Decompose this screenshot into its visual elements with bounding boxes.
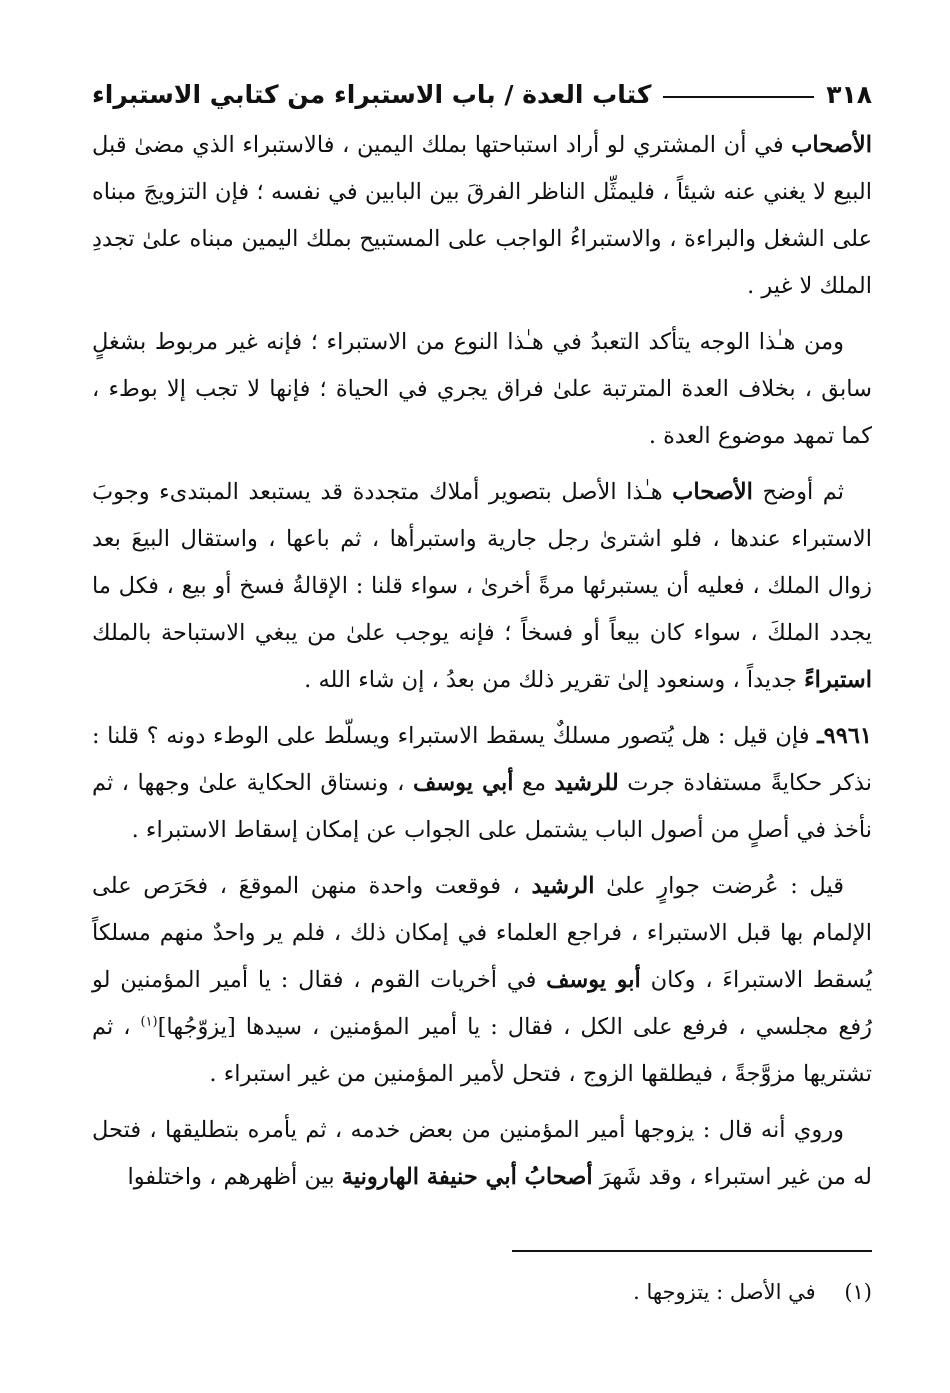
footnote-text: في الأصل : يتزوجها .	[633, 1280, 816, 1304]
text-run: في أن المشتري لو أراد استباحتها بملك اليمين ، فالاستبراء الذي مضىٰ قبل البيع لا يغني عنه شيئاً ، فليمثِّل الناظر الفرقَ بين البابين في نفسه ؛ فإن التزويجَ مبناه على الشغل والبراءة ، والاستبراءُ الواجب على المستبيح بملك اليمين مبناه علىٰ تجددِ الملك لا غير .	[92, 132, 872, 299]
paragraph	[92, 319, 872, 460]
issue-number: ٩٩٦١ـ	[817, 723, 872, 749]
running-title: كتاب العدة / باب الاستبراء من كتابي الاستبراء	[92, 80, 652, 109]
text-run: جديداً ، وسنعود إلىٰ تقرير ذلك من بعدُ ، إن شاء الله .	[304, 667, 805, 693]
footnote-number: (١)	[844, 1280, 872, 1304]
text-run: ثم أوضح	[752, 479, 844, 505]
footnote-reference[interactable]: (١)	[140, 1014, 158, 1030]
text-run: مع	[513, 770, 555, 796]
page-header	[92, 70, 872, 120]
text-run: بين أظهرهم ، واختلفوا	[127, 1164, 342, 1190]
text-run: هـٰذا الأصل بتصوير أملاك متجددة قد يستبعد المبتدىء وجوبَ الاستبراء عندها ، فلو اشترىٰ رجل جارية واستبرأها ، ثم باعها ، واستقال البيعَ بعد زوال الملك ، فعليه أن يستبرئها مرةً أخرىٰ ، سواء قلنا : الإقالةُ فسخ أو بيع ، فكل ما يجدد الملكَ ، سواء كان بيعاً أو فسخاً ؛ فإنه يوجب علىٰ من يبغي الاستباحة بالملك	[92, 479, 872, 646]
text-run: وروي أنه قال : يزوجها أمير المؤمنين من بعض خدمه ، ثم يأمره بتطليقها ، فتحل له من غير استبراء ، وقد شَهرَ	[92, 1117, 872, 1190]
text-run: ومن هـٰذا الوجه يتأكد التعبدُ في هـٰذا النوع من الاستبراء ؛ فإنه غير مربوط بشغلٍ سابق ، بخلاف العدة المترتبة علىٰ فراق يجري في الحياة ؛ فإنها لا تجب إلا بوطء ، كما تمهد موضوع العدة .	[92, 329, 872, 449]
text-run: في أخريات القوم ، فقال : يا أمير المؤمنين لو رُفع مجلسي ، فرفع على الكل ، فقال : يا أمير المؤمنين ، سيدها [يزوّجُها]	[92, 967, 872, 1040]
paragraph	[92, 713, 872, 854]
name-highlight: الرشيد	[531, 873, 595, 899]
text-run: ، ونستاق الحكاية علىٰ وجهها ، ثم نأخذ في أصلٍ من أصول الباب يشتمل على الجواب عن إمكان إسقاط الاستبراء .	[92, 770, 872, 843]
text-run: قيل : عُرضت جوارٍ علىٰ	[594, 873, 844, 899]
header-rule	[663, 96, 814, 98]
page-number: ٣١٨	[826, 80, 872, 109]
paragraph	[92, 122, 872, 310]
text-run: ، ثم تشتريها مزوَّجةً ، فيطلقها الزوج ، فتحل لأمير المؤمنين من غير استبراء .	[92, 1014, 872, 1087]
name-highlight: الأصحاب	[791, 132, 872, 158]
name-highlight: أصحابُ أبي حنيفة الهارونية	[341, 1164, 593, 1190]
text-run: ، فوقعت واحدة منهن الموقعَ ، فحَرَص على الإلمام بها قبل الاستبراء ، فراجع العلماء في إمكان ذلك ، فلم ير واحدٌ منهم مسلكاً يُسقط الاستبراءَ ، وكان	[92, 873, 872, 993]
name-highlight: للرشيد	[554, 770, 619, 796]
paragraph	[92, 863, 872, 1098]
document-page	[92, 70, 872, 1353]
name-highlight: أبي يوسف	[412, 770, 514, 796]
name-highlight: أبو يوسف	[546, 967, 641, 993]
body-text	[92, 122, 872, 1201]
text-run: فإن قيل : هل يُتصور مسلكٌ يسقط الاستبراء ويسلّط على الوطء دونه ؟ قلنا : نذكر حكايةً مستفادة جرت	[92, 723, 872, 796]
name-highlight: الأصحاب	[672, 479, 753, 505]
paragraph	[92, 1107, 872, 1201]
paragraph	[92, 469, 872, 704]
footnote	[92, 1272, 872, 1312]
footnote-divider	[512, 1250, 872, 1252]
name-highlight: استبراءً	[804, 667, 872, 693]
